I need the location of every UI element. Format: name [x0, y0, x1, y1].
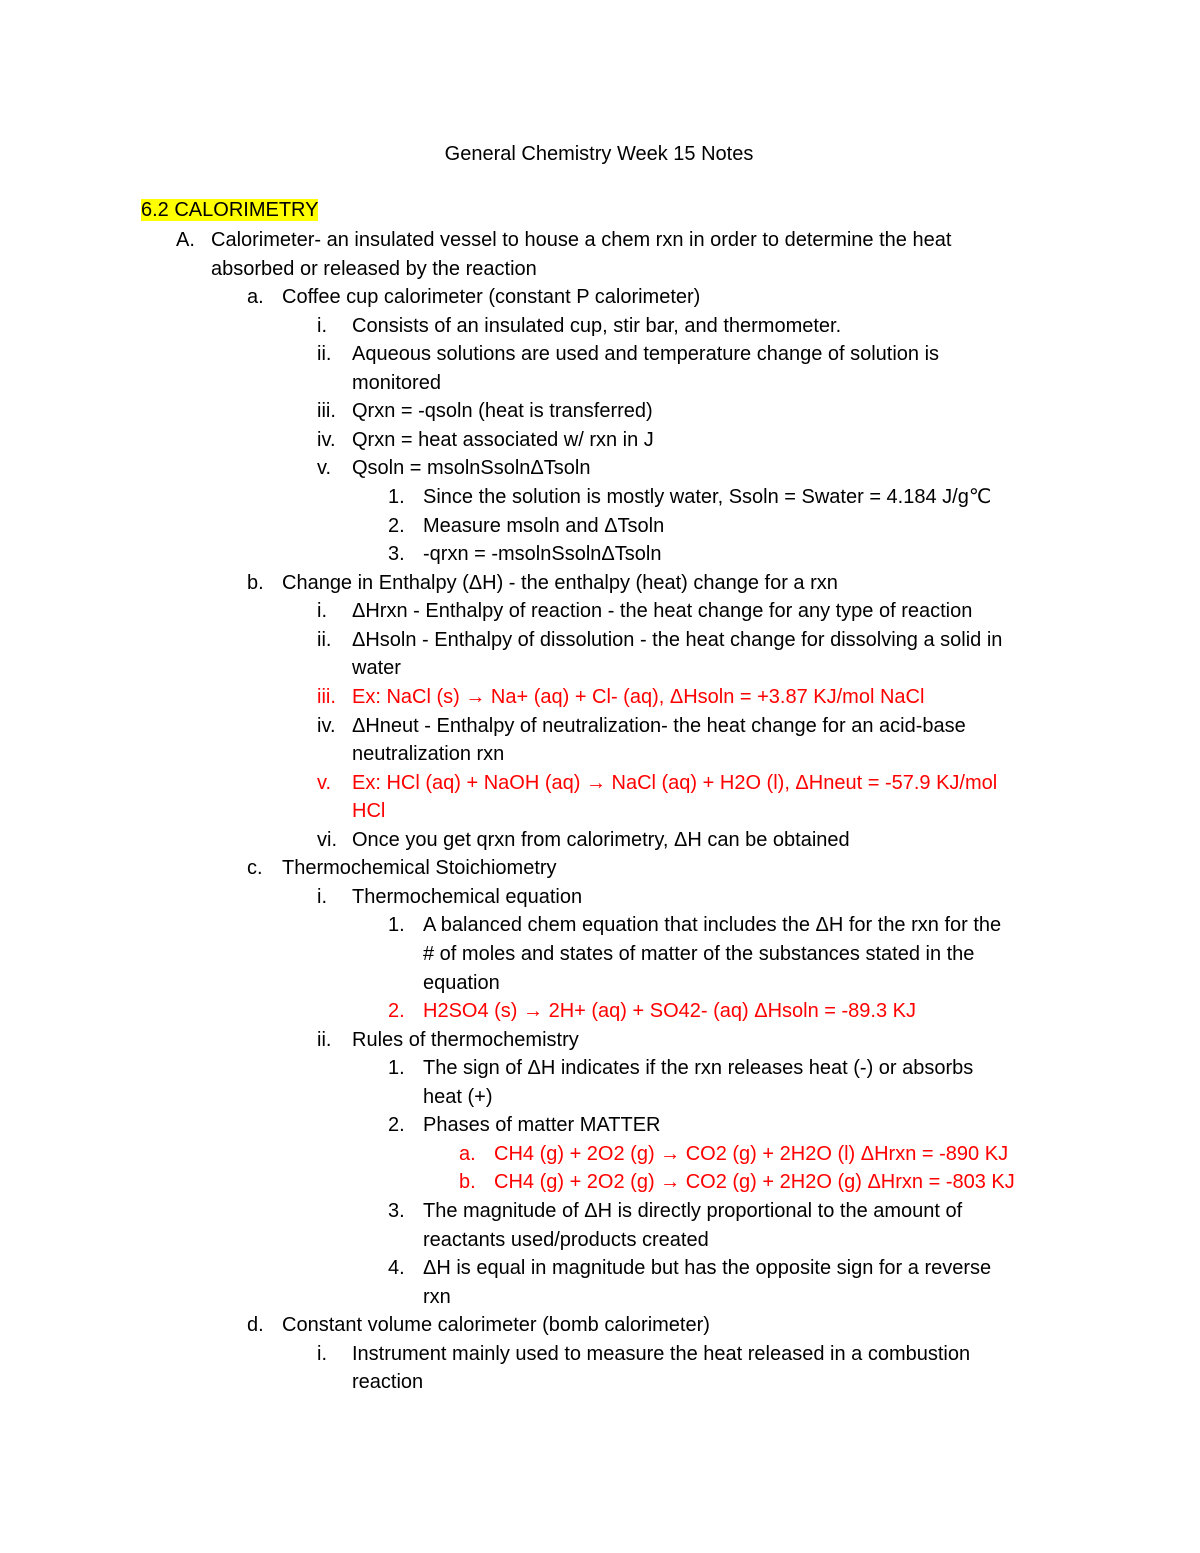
outline-text: Change in Enthalpy (ΔH) - the enthalpy (heat) change for a rxn — [282, 571, 838, 594]
outline-text: Thermochemical equation — [352, 885, 583, 908]
list-marker: d. — [247, 1314, 264, 1337]
list-marker: 1. — [388, 1057, 405, 1080]
outline-text: ΔH is equal in magnitude but has the opposite sign for a reverse — [423, 1257, 992, 1280]
outline-text: heat (+) — [423, 1085, 493, 1108]
list-marker: iii. — [317, 685, 336, 708]
outline-text: The magnitude of ΔH is directly proportional to the amount of — [423, 1200, 963, 1223]
outline-text: Consists of an insulated cup, stir bar, and thermometer. — [352, 314, 842, 337]
list-marker: 2. — [388, 514, 405, 537]
outline-text: Rules of thermochemistry — [352, 1028, 579, 1051]
list-marker: iv. — [317, 714, 336, 737]
outline-text: ΔHneut - Enthalpy of neutralization- the heat change for an acid-base — [352, 714, 966, 737]
list-marker: 2. — [388, 1000, 405, 1023]
list-marker: i. — [317, 1342, 327, 1365]
list-marker: 3. — [388, 543, 405, 566]
list-marker: v. — [317, 771, 332, 794]
outline-text: The sign of ΔH indicates if the rxn releases heat (-) or absorbs — [423, 1057, 974, 1080]
list-marker: iii. — [317, 400, 336, 423]
document-title: General Chemistry Week 15 Notes — [444, 143, 754, 165]
outline-text: Phases of matter MATTER — [423, 1114, 661, 1137]
outline-text: Aqueous solutions are used and temperature change of solution is — [352, 343, 940, 366]
outline-text: A balanced chem equation that includes the ΔH for the rxn for the — [423, 914, 1002, 937]
list-marker: a. — [247, 286, 264, 309]
list-marker: i. — [317, 600, 327, 623]
outline-text: Measure msoln and ΔTsoln — [423, 514, 665, 537]
list-marker: b. — [459, 1171, 476, 1194]
outline-text: -qrxn = -msolnSsolnΔTsoln — [423, 543, 662, 566]
outline-text: neutralization rxn — [352, 743, 505, 766]
outline-text: Ex: HCl (aq) + NaOH (aq) → NaCl (aq) + H2O (l), ΔHneut = -57.9 KJ/mol — [352, 771, 998, 794]
list-marker: i. — [317, 885, 327, 908]
outline-text: Qrxn = -qsoln (heat is transferred) — [352, 400, 653, 423]
list-marker: ii. — [317, 343, 332, 366]
list-marker: 1. — [388, 486, 405, 509]
outline-text: Ex: NaCl (s) → Na+ (aq) + Cl- (aq), ΔHsoln = +3.87 KJ/mol NaCl — [352, 685, 925, 708]
section-heading-text: 6.2 CALORIMETRY — [141, 199, 319, 221]
outline-text: monitored — [352, 371, 441, 394]
list-marker: ii. — [317, 1028, 332, 1051]
list-marker: 3. — [388, 1200, 405, 1223]
list-marker: b. — [247, 571, 264, 594]
outline-text: Constant volume calorimeter (bomb calorimeter) — [282, 1314, 710, 1337]
list-marker: 4. — [388, 1257, 405, 1280]
outline-text: water — [352, 657, 401, 680]
list-marker: vi. — [317, 828, 337, 851]
outline-text: reactants used/products created — [423, 1228, 709, 1251]
outline-text: Once you get qrxn from calorimetry, ΔH can be obtained — [352, 828, 850, 851]
outline-text: H2SO4 (s) → 2H+ (aq) + SO42- (aq) ΔHsoln = -89.3 KJ — [423, 1000, 916, 1023]
outline-text: rxn — [423, 1285, 451, 1308]
outline-text: # of moles and states of matter of the substances stated in the — [423, 943, 975, 965]
outline-text: Since the solution is mostly water, Ssoln = Swater = 4.184 J/g℃ — [423, 486, 992, 509]
outline-text: absorbed or released by the reaction — [211, 257, 537, 280]
list-marker: v. — [317, 457, 332, 480]
list-marker: A. — [176, 229, 195, 251]
list-marker: ii. — [317, 628, 332, 651]
list-marker: a. — [459, 1142, 476, 1165]
outline-text: ΔHsoln - Enthalpy of dissolution - the heat change for dissolving a solid in — [352, 628, 1003, 651]
list-marker: 2. — [388, 1114, 405, 1137]
outline-text: Thermochemical Stoichiometry — [282, 857, 557, 880]
outline-text: CH4 (g) + 2O2 (g) → CO2 (g) + 2H2O (g) ΔHrxn = -803 KJ — [494, 1171, 1015, 1194]
outline-text: reaction — [352, 1371, 424, 1394]
outline-text: Calorimeter- an insulated vessel to house a chem rxn in order to determine the heat — [211, 229, 952, 251]
outline-text: HCl — [352, 800, 386, 823]
outline-text: Instrument mainly used to measure the heat released in a combustion — [352, 1342, 971, 1365]
list-marker: i. — [317, 314, 327, 337]
list-marker: c. — [247, 857, 263, 880]
outline-text: ΔHrxn - Enthalpy of reaction - the heat change for any type of reaction — [352, 600, 973, 623]
section-heading — [141, 198, 318, 222]
outline-text: Qsoln = msolnSsolnΔTsoln — [352, 457, 591, 480]
list-marker: 1. — [388, 914, 405, 937]
outline-text: Coffee cup calorimeter (constant P calorimeter) — [282, 286, 701, 309]
outline-text: CH4 (g) + 2O2 (g) → CO2 (g) + 2H2O (l) ΔHrxn = -890 KJ — [494, 1142, 1009, 1165]
list-marker: iv. — [317, 428, 336, 451]
outline-text: Qrxn = heat associated w/ rxn in J — [352, 428, 654, 451]
outline-text: equation — [423, 971, 500, 994]
